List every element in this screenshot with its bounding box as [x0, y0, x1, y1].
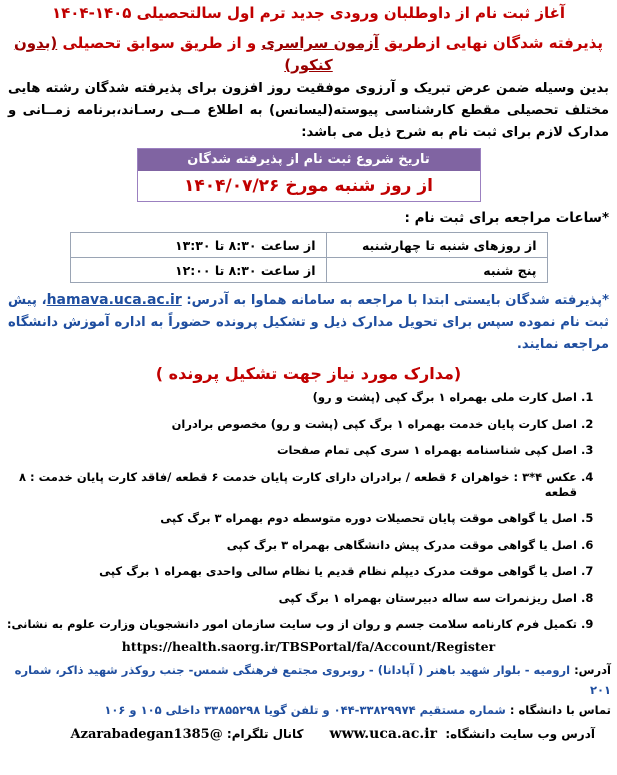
- list-item: 9. تکمیل فرم کارنامه سلامت جسم و روان از وب سایت سازمان امور دانشجویان وزارت علوم به نشانی:: [4, 617, 577, 632]
- telegram-link[interactable]: @Azarabadegan1385: [70, 726, 223, 742]
- hours-days: پنج شنبه: [326, 258, 547, 283]
- subtitle-paren: (بدون کنکور): [13, 34, 333, 74]
- list-item: 6. اصل یا گواهی موقت مدرک پیش دانشگاهی بهمراه ۳ برگ کپی: [4, 538, 577, 553]
- documents-list: [4, 390, 613, 632]
- list-item: 3. اصل کپی شناسنامه بهمراه ۱ سری کپی تمام صفحات: [4, 443, 577, 458]
- health-register-link[interactable]: https://health.saorg.ir/TBSPortal/fa/Account/Register: [121, 638, 496, 654]
- telegram-line: [71, 724, 304, 745]
- footer: [4, 724, 613, 745]
- list-item: 1. اصل کارت ملی بهمراه ۱ برگ کپی (پشت و رو): [4, 390, 577, 405]
- documents-title: (مدارک مورد نیاز جهت تشکیل پرونده ): [155, 364, 462, 383]
- phone-line: [4, 700, 611, 720]
- hours-table: [70, 232, 548, 283]
- subtitle-part-1: پذیرفته شدگان نهایی ازطریق: [378, 34, 604, 52]
- list-item: 4. عکس ۴*۳ : خواهران ۶ قطعه / برادران دارای کارت پایان خدمت ۶ قطعه /فاقد کارت پایان خدمت : ۸ قطعه: [4, 470, 577, 500]
- hamava-link[interactable]: hamava.uca.ac.ir: [46, 292, 182, 308]
- announcement: [4, 2, 613, 745]
- website-link[interactable]: www.uca.ac.ir: [329, 726, 437, 742]
- contact-block: [4, 660, 613, 720]
- subtitle-underlined: آزمون سراسری: [261, 34, 379, 52]
- phone-label: تماس با دانشگاه :: [509, 702, 611, 717]
- page-title: آغاز ثبت نام از داوطلبان ورودی جدید ترم اول سالتحصیلی ۱۴۰۵-۱۴۰۴: [51, 4, 566, 22]
- website-label: آدرس وب سایت دانشگاه:: [445, 727, 595, 741]
- address-label: آدرس:: [574, 662, 611, 677]
- hours-time: از ساعت ۸:۳۰ تا ۱۲:۰۰: [70, 258, 326, 283]
- list-item: 2. اصل کارت پایان خدمت بهمراه ۱ برگ کپی (پشت و رو) مخصوص برادران: [4, 417, 577, 432]
- registration-date-box: [137, 148, 481, 202]
- subtitle-part-2: و از طریق سوابق تحصیلی: [57, 34, 262, 52]
- note-text-after: ، پیش ثبت نام نموده سپس برای تحویل مدارک ذیل و تشکیل پرونده حضوراً به اداره آموزش دانشگاه مراجعه نمایند.: [8, 293, 609, 352]
- telegram-label: کانال تلگرام:: [226, 726, 304, 741]
- date-box-value: از روز شنبه مورخ ۱۴۰۴/۰۷/۲۶: [138, 171, 480, 201]
- phone-value: شماره مستقیم ۳۳۸۲۹۹۷۴-۰۴۴ و تلفن گویا ۳۳۸۵۵۲۹۸ داخلی ۱۰۵ و ۱۰۶: [104, 702, 510, 717]
- preregistration-note: [4, 289, 613, 356]
- list-item: 7. اصل یا گواهی موقت مدرک دیپلم نظام قدیم یا نظام سالی واحدی بهمراه ۱ برگ کپی: [4, 564, 577, 579]
- table-row: [70, 258, 547, 283]
- table-row: [70, 233, 547, 258]
- hours-title: *ساعات مراجعه برای ثبت نام :: [404, 210, 609, 226]
- address-line: [4, 660, 611, 700]
- hours-time: از ساعت ۸:۳۰ تا ۱۳:۳۰: [70, 233, 326, 258]
- page-subtitle: [4, 32, 613, 76]
- address-value: ارومیه - بلوار شهید باهنر ( آپادانا) - روبروی مجتمع فرهنگی شمس- جنب روکذر شهید ذاکر، شماره ۲۰۱: [14, 662, 611, 697]
- date-box-header: تاریخ شروع ثبت نام از پذیرفته شدگان: [138, 149, 480, 171]
- list-item: 8. اصل ریزنمرات سه ساله دبیرستان بهمراه ۱ برگ کپی: [4, 591, 577, 606]
- note-text-before: *پذیرفته شدگان بایستی ابتدا با مراجعه به سامانه هماوا به آدرس:: [181, 293, 609, 308]
- hours-days: از روزهای شنبه تا چهارشنبه: [326, 233, 547, 258]
- website-line: [330, 724, 595, 744]
- list-item: 5. اصل یا گواهی موقت پایان تحصیلات دوره متوسطه دوم بهمراه ۳ برگ کپی: [4, 511, 577, 526]
- intro-paragraph: بدین وسیله ضمن عرض تبریک و آرزوی موفقیت روز افزون برای پذیرفته شدگان رشته هایی مختلف تحصیلی مقطع کارشناسی پیوسته(لیسانس) به اطلاع مــی رسـاند،برنامه زمــانی و مدارک لازم برای ثبت نام به شرح ذیل می باشد:: [8, 81, 609, 140]
